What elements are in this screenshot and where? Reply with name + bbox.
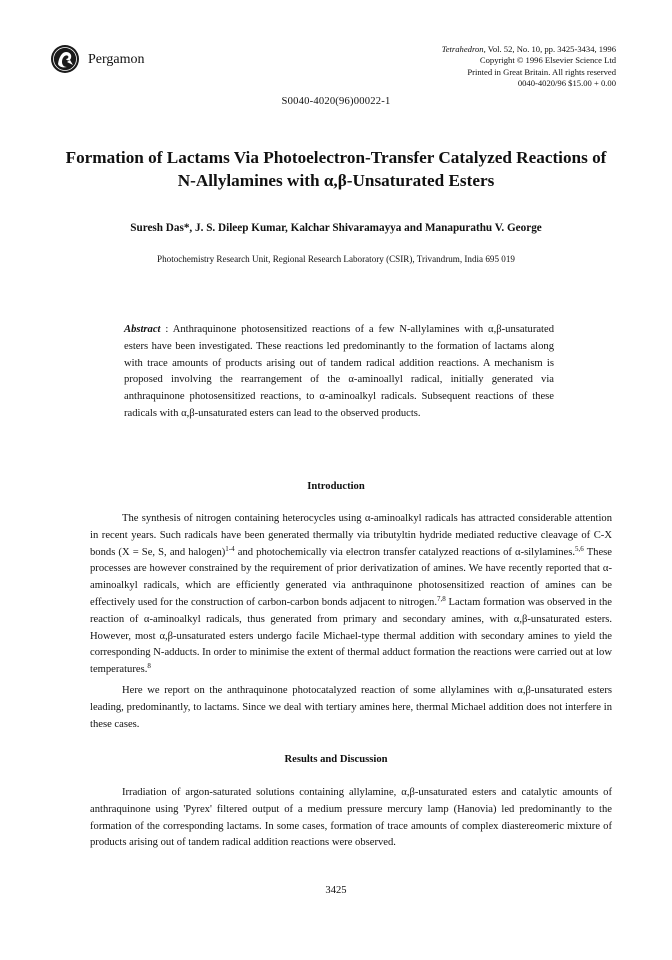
- title-line: N-Allylamines with α,β-Unsaturated Esters: [177, 171, 495, 190]
- abstract-text: : Anthraquinone photosensitized reactions of a few N-allylamines with α,β-unsaturated esters have been investigated. These reactions led predominantly to the formation of lactams along with trace amounts of products arising out of tandem radical addition reactions. A mechanism is proposed involving the rearrangement of the α-aminoallyl radical, initially generated via anthraquinone photosensitized reactions, to α-aminoalkyl radicals. Subsequent reactions of these radicals with α,β-unsaturated esters can lead to the observed products.: [124, 324, 554, 419]
- journal-line: [442, 44, 616, 55]
- title-line: Formation of Lactams Via Photoelectron-Transfer Catalyzed Reactions of: [65, 148, 607, 167]
- paper-title: [40, 146, 632, 192]
- journal-line: [442, 78, 616, 89]
- text-run: The synthesis of nitrogen containing heterocycles using α-aminoalkyl radicals has attracted considerable attention in recent years. Such radicals have been generated thermally via tributyltin hydride mediated reductive cleavage of C-X bonds (X = Se, S, and halogen): [90, 513, 612, 558]
- citation-ref: 1-4: [225, 544, 235, 553]
- doi-code: S0040-4020(96)00022-1: [281, 96, 391, 107]
- author-list: Suresh Das*, J. S. Dileep Kumar, Kalchar Shivaramayya and Manapurathu V. George: [130, 222, 542, 234]
- journal-line-text: Vol. 52, No. 10, pp. 3425-3434, 1996: [485, 44, 616, 54]
- page-number: 3425: [325, 885, 347, 896]
- citation-ref: 7,8: [437, 594, 446, 603]
- journal-line: [442, 67, 616, 78]
- pergamon-logo-icon: [50, 44, 80, 74]
- paragraph-results-1: [90, 785, 612, 852]
- text-run: Lactam formation was observed in the reaction of α-aminoalkyl radicals, thus generated from primary and secondary amines, with α,β-unsaturated esters. However, most α,β-unsaturated esters undergo facile Michael-type thermal addition with secondary amines to yield the corresponding N-adducts. In order to minimise the extent of thermal adduct formation the reactions were carried out at low temperatures.: [90, 596, 613, 676]
- citation-ref: 8: [147, 662, 151, 671]
- journal-line-text: 0040-4020/96 $15.00 + 0.00: [517, 78, 616, 89]
- section-heading-results: Results and Discussion: [284, 754, 388, 765]
- journal-line-text: Printed in Great Britain. All rights reserved: [467, 66, 616, 77]
- text-run: Here we report on the anthraquinone photocatalyzed reaction of some allylamines with α,β-unsaturated esters leading, predominantly, to lactams. Since we deal with tertiary amines here, thermal Michael addition does not interfere in these cases.: [90, 685, 612, 730]
- paragraph-intro-2: [90, 683, 612, 733]
- text-run: Irradiation of argon-saturated solutions containing allylamine, α,β-unsaturated esters and catalytic amounts of anthraquinone using 'Pyrex' filtered output of a medium pressure mercury lamp (Hanovia) led predominantly to the formation of the corresponding lactams. In some cases, formation of trace amounts of complex diastereomeric mixture of products arising out of tandem radical addition reactions were observed.: [90, 787, 612, 849]
- publisher-name: Pergamon: [88, 52, 145, 67]
- text-run: These processes are however constrained by the requirement of prior derivatization of amines. We have recently reported that α-aminoalkyl radicals, which are efficiently generated via anthraquinone photosensitized reaction of amines can be effectively used for the construction of carbon-carbon bonds adjacent to nitrogen.: [90, 546, 612, 608]
- affiliation: Photochemistry Research Unit, Regional Research Laboratory (CSIR), Trivandrum, India 695 019: [157, 254, 515, 264]
- citation-ref: 5,6: [575, 544, 584, 553]
- journal-name: Tetrahedron,: [441, 44, 486, 54]
- journal-line: [442, 55, 616, 66]
- journal-citation: [442, 44, 616, 90]
- journal-line-text: Copyright © 1996 Elsevier Science Ltd: [479, 55, 616, 66]
- paragraph-intro-1: [90, 511, 612, 679]
- abstract: [124, 322, 554, 423]
- text-run: and photochemically via electron transfer catalyzed reactions of α-silylamines.: [234, 546, 576, 558]
- section-heading-introduction: Introduction: [307, 481, 365, 492]
- abstract-label: Abstract: [124, 324, 161, 335]
